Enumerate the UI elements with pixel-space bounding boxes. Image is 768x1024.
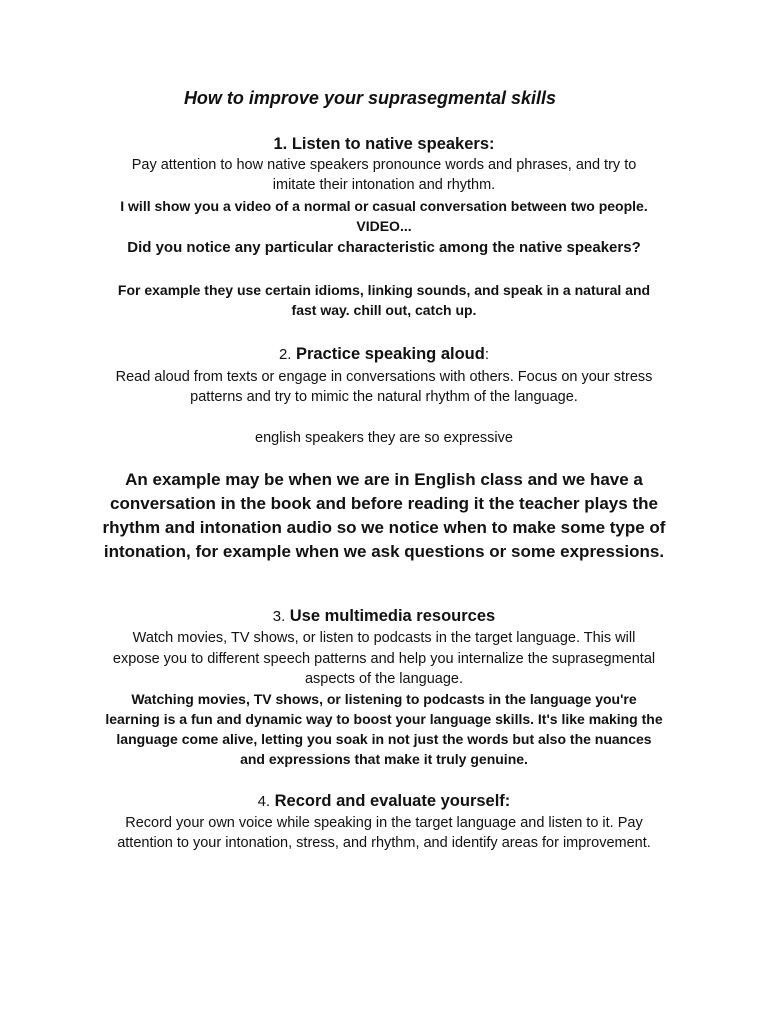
section2-heading (84, 345, 684, 364)
section3-note-line4: and expressions that make it truly genuine. (240, 751, 528, 767)
section1-example-line2: fast way. chill out, catch up. (291, 302, 477, 318)
section4-heading-text: Record and evaluate yourself: (274, 792, 511, 810)
section1-desc-line2: imitate their intonation and rhythm. (272, 177, 496, 193)
section3-note-line2: learning is a fun and dynamic way to boost your language skills. It's like making the (105, 711, 663, 727)
section1-question: Did you notice any particular characteristic among the native speakers? (127, 239, 641, 256)
document-title: How to improve your suprasegmental skills (183, 88, 557, 108)
section3-heading-text: Use multimedia resources (289, 607, 496, 625)
section1-heading: 1. Listen to native speakers: (273, 135, 495, 153)
section1-note-line1: I will show you a video of a normal or casual conversation between two people. (120, 198, 648, 214)
section3-note-line1: Watching movies, TV shows, or listening to podcasts in the language you're (131, 691, 637, 707)
section3-desc-line3: aspects of the language. (304, 671, 463, 687)
section1-note-line2: VIDEO... (356, 218, 412, 234)
section1-desc-line1: Pay attention to how native speakers pronounce words and phrases, and try to (131, 157, 637, 173)
section4-number: 4. (257, 793, 271, 810)
section2-heading-text: Practice speaking aloud (295, 345, 485, 363)
section3-number: 3. (272, 608, 286, 625)
section2-number: 2. (278, 346, 292, 363)
section1-example-line1: For example they use certain idioms, linking sounds, and speak in a natural and (117, 282, 651, 298)
section2-example-line1: An example may be when we are in English class and we have a (125, 470, 643, 489)
section2-desc-line1: Read aloud from texts or engage in conversations with others. Focus on your stress (115, 369, 653, 385)
section2-colon: : (484, 346, 490, 363)
section3-desc-line2: expose you to different speech patterns and help you internalize the suprasegmental (112, 651, 656, 667)
section2-example-line2: conversation in the book and before reading it the teacher plays the (110, 494, 658, 513)
section3-heading (84, 607, 684, 626)
section4-desc-line2: attention to your intonation, stress, and rhythm, and identify areas for improvement. (117, 835, 651, 851)
section2-example-line4: intonation, for example when we ask questions or some expressions. (103, 542, 665, 561)
section2-desc-line2: patterns and try to mimic the natural rhythm of the language. (190, 389, 578, 405)
section3-desc-line1: Watch movies, TV shows, or listen to podcasts in the target language. This will (132, 630, 636, 646)
section4-heading (84, 792, 684, 811)
section4-desc-line1: Record your own voice while speaking in the target language and listen to it. Pay (125, 815, 643, 831)
section2-example-line3: rhythm and intonation audio so we notice when to make some type of (102, 518, 666, 537)
section3-note-line3: language come alive, letting you soak in not just the words but also the nuances (116, 731, 652, 747)
section2-aside: english speakers they are so expressive (255, 430, 513, 446)
